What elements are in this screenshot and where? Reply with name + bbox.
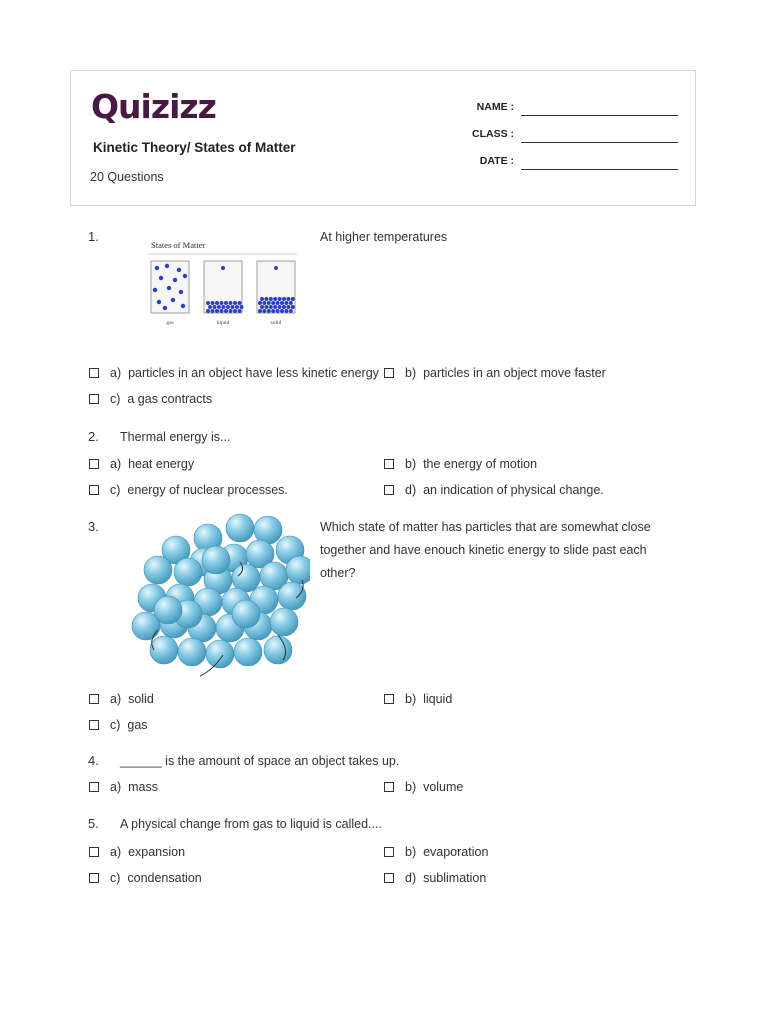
particle <box>267 309 271 313</box>
particle <box>163 306 167 310</box>
liquid-particle <box>254 516 282 544</box>
date-label: DATE : <box>479 155 514 167</box>
checkbox[interactable] <box>384 847 394 857</box>
particle <box>206 309 210 313</box>
checkbox[interactable] <box>89 873 99 883</box>
particle <box>222 305 226 309</box>
particle <box>271 301 275 305</box>
quiz-title: Kinetic Theory/ States of Matter <box>93 140 296 155</box>
liquid-particle <box>202 546 230 574</box>
particle <box>271 309 275 313</box>
question-number: 5. <box>88 816 99 831</box>
particle <box>238 301 242 305</box>
particle <box>233 301 237 305</box>
particle <box>284 309 288 313</box>
solid-label: solid <box>270 320 282 326</box>
particle <box>264 297 268 301</box>
particle <box>276 309 280 313</box>
particle <box>153 288 157 292</box>
particle <box>260 297 264 301</box>
particle <box>280 301 284 305</box>
particle <box>276 301 280 305</box>
particle <box>217 305 221 309</box>
particle <box>286 297 290 301</box>
liquid-particle <box>206 640 234 668</box>
particle <box>258 309 262 313</box>
liquid-particle <box>232 600 260 628</box>
particle <box>273 305 277 309</box>
particle <box>215 309 219 313</box>
particle <box>286 305 290 309</box>
checkbox[interactable] <box>384 485 394 495</box>
particle <box>278 297 282 301</box>
particle <box>273 297 277 301</box>
particle <box>238 309 242 313</box>
particle <box>224 301 228 305</box>
checkbox[interactable] <box>89 459 99 469</box>
liquid-particle <box>178 638 206 666</box>
particle <box>173 278 177 282</box>
particle <box>177 268 181 272</box>
name-line <box>521 115 678 116</box>
quizizz-logo: Quizizz <box>91 87 216 126</box>
checkbox[interactable] <box>89 847 99 857</box>
question-number: 2. <box>88 429 99 444</box>
particle <box>291 297 295 301</box>
states-of-matter-image <box>145 236 300 328</box>
question-text: A physical change from gas to liquid is called.... <box>120 817 382 831</box>
particle <box>269 305 273 309</box>
particle <box>167 286 171 290</box>
particle <box>229 301 233 305</box>
question-text: Which state of matter has particles that are somewhat close together and have enouch kinetic energy to slide past each other? <box>320 520 651 580</box>
particle <box>181 304 185 308</box>
particle <box>157 300 161 304</box>
particle <box>269 297 273 301</box>
liquid-particle <box>154 596 182 624</box>
liquid-particle <box>270 608 298 636</box>
particle <box>155 266 159 270</box>
liquid-particle <box>226 514 254 542</box>
checkbox[interactable] <box>89 485 99 495</box>
checkbox[interactable] <box>384 694 394 704</box>
particle <box>233 309 237 313</box>
particle <box>282 297 286 301</box>
particle <box>280 309 284 313</box>
particle <box>274 266 278 270</box>
checkbox[interactable] <box>89 782 99 792</box>
particle <box>289 301 293 305</box>
particle <box>260 305 264 309</box>
particle <box>284 301 288 305</box>
name-label: NAME : <box>476 101 514 113</box>
checkbox[interactable] <box>384 368 394 378</box>
question-number: 3. <box>88 519 99 534</box>
particle <box>240 305 244 309</box>
liquid-particle <box>278 582 306 610</box>
particle <box>221 266 225 270</box>
particle <box>220 301 224 305</box>
image-title: States of Matter <box>151 240 206 250</box>
checkbox[interactable] <box>384 873 394 883</box>
particle <box>224 309 228 313</box>
liquid-particles-image <box>128 510 310 682</box>
worksheet-header <box>70 70 696 206</box>
particle <box>291 305 295 309</box>
question-count: 20 Questions <box>90 170 164 184</box>
particle <box>165 264 169 268</box>
particle <box>159 276 163 280</box>
checkbox[interactable] <box>89 720 99 730</box>
particle <box>235 305 239 309</box>
question-text: At higher temperatures <box>320 230 448 244</box>
liquid-particle <box>286 556 310 584</box>
particle <box>262 301 266 305</box>
question-number: 4. <box>88 753 99 768</box>
liquid-particle <box>144 556 172 584</box>
particle <box>206 301 210 305</box>
question-number: 1. <box>88 229 99 244</box>
particle <box>179 290 183 294</box>
class-line <box>521 142 678 143</box>
checkbox[interactable] <box>384 782 394 792</box>
particle <box>289 309 293 313</box>
liquid-particle <box>150 636 178 664</box>
particle <box>213 305 217 309</box>
particle <box>278 305 282 309</box>
date-line <box>521 169 678 170</box>
liquid-particle <box>234 638 262 666</box>
checkbox[interactable] <box>384 459 394 469</box>
liquid-particle <box>174 558 202 586</box>
particle <box>183 274 187 278</box>
particle <box>215 301 219 305</box>
particle <box>220 309 224 313</box>
checkbox[interactable] <box>89 694 99 704</box>
checkbox[interactable] <box>89 394 99 404</box>
class-label: CLASS : <box>472 128 514 140</box>
gas-label: gas <box>166 320 174 326</box>
checkbox[interactable] <box>89 368 99 378</box>
particle <box>262 309 266 313</box>
particle <box>282 305 286 309</box>
particle <box>208 305 212 309</box>
question-text: Thermal energy is... <box>120 430 231 444</box>
liquid-label: liquid <box>216 320 230 326</box>
particle <box>211 309 215 313</box>
particle <box>267 301 271 305</box>
liquid-particle <box>264 636 292 664</box>
particle <box>171 298 175 302</box>
particle <box>211 301 215 305</box>
particle <box>231 305 235 309</box>
question-text: ______ is the amount of space an object takes up. <box>120 754 400 768</box>
particle <box>264 305 268 309</box>
particle <box>226 305 230 309</box>
particle <box>258 301 262 305</box>
particle <box>229 309 233 313</box>
